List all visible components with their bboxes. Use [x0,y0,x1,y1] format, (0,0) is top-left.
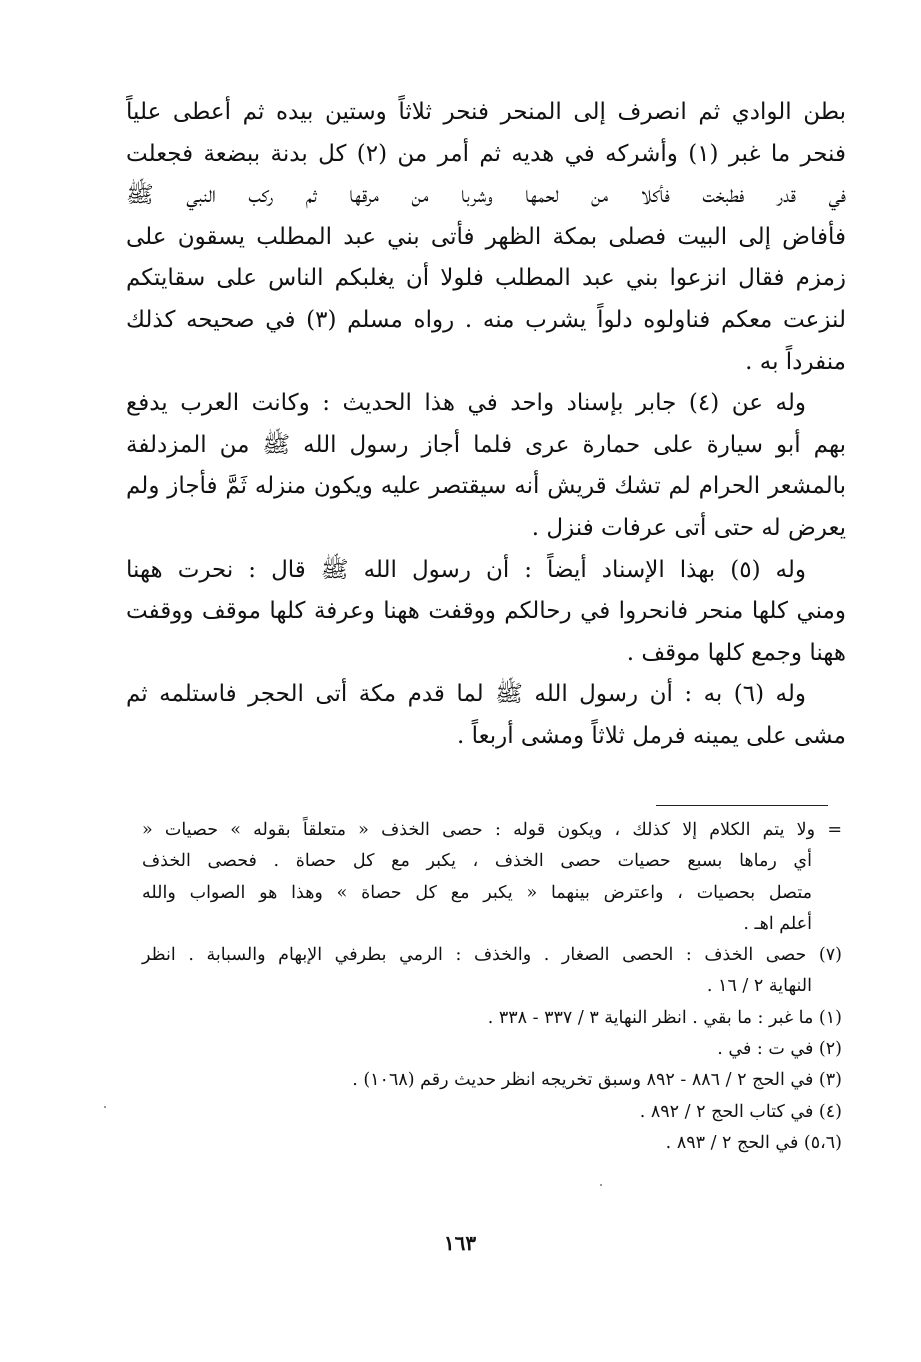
text-line: فنحر ما غبر (١) وأشركه في هديه ثم أمر من (٢) كل بدنة ببضعة فجعلت [126,140,846,167]
main-text-block [126,92,846,758]
footnote-line: (٤) في كتاب الحج ٢ / ٨٩٢ . [639,1101,842,1122]
footnotes-block [142,815,842,1159]
footnote-line: (٧) حصى الخذف : الحصى الصغار . والخذف : الرمي بطرفي الإبهام والسبابة . انظر [142,945,842,966]
text-line: وله عن (٤) جابر بإسناد واحد في هذا الحديث : وكانت العرب يدفع [126,390,806,417]
text-line: في قدر فطبخت فأكلا من لحمها وشربا من مرقها ثم ركب النبي ﷺ [126,182,846,209]
footnote-line: أعلم اهـ . [743,913,812,934]
text-line: ومني كلها منحر فانحروا في رحالكم ووقفت ههنا وعرفة كلها موقف ووقفت [126,598,846,625]
footnote-line: (١) ما غبر : ما بقي . انظر النهاية ٣ / ٣٣٧ - ٣٣٨ . [487,1007,842,1028]
footnote-line: (٢) في ت : في . [717,1039,842,1060]
text-line: زمزم فقال انزعوا بني عبد المطلب فلولا أن يغلبكم الناس على سقايتكم [126,265,846,292]
text-line: وله (٥) بهذا الإسناد أيضاً : أن رسول الله ﷺ قال : نحرت ههنا [126,556,806,583]
footnote-line: متصل بحصيات ، واعترض بينهما « يكبر مع كل حصاة » وهذا هو الصواب والله [142,882,812,903]
text-line: بطن الوادي ثم انصرف إلى المنحر فنحر ثلاثاً وستين بيده ثم أعطى علياً [126,99,846,125]
text-line: يعرض له حتى أتى عرفات فنزل . [531,514,846,541]
text-line: فأفاض إلى البيت فصلى بمكة الظهر فأتى بني عبد المطلب يسقون على [126,223,846,250]
text-line: مشى على يمينه فرمل ثلاثاً ومشى أربعاً . [457,722,846,749]
footnote-line: النهاية ٢ / ١٦ . [706,976,812,997]
footnote-line: = ولا يتم الكلام إلا كذلك ، ويكون قوله : حصى الخذف « متعلقاً بقوله » حصيات « [142,820,842,840]
footnote-line: (٣) في الحج ٢ / ٨٨٦ - ٨٩٢ وسبق تخريجه انظر حديث رقم (١٠٦٨) . [352,1070,842,1091]
text-line: بالمشعر الحرام لم تشك قريش أنه سيقتصر عليه ويكون منزله ثَمَّ فأجاز ولم [126,473,846,500]
page-number: ١٦٣ [443,1231,477,1255]
text-line: ههنا وجمع كلها موقف . [626,639,846,666]
footnote-divider [656,805,828,806]
text-line: لنزعت معكم فناولوه دلواً يشرب منه . رواه مسلم (٣) في صحيحه كذلك [126,306,847,333]
text-line: بهم أبو سيارة على حمارة عرى فلما أجاز رسول الله ﷺ من المزدلفة [126,431,846,458]
scan-speck [600,1184,602,1186]
text-line: وله (٦) به : أن رسول الله ﷺ لما قدم مكة أتى الحجر فاستلمه ثم [126,681,806,708]
footnote-line: (٥،٦) في الحج ٢ / ٨٩٣ . [665,1132,842,1153]
scan-speck [104,1106,106,1108]
text-line: منفرداً به . [745,348,846,375]
footnote-line: أي رماها بسبع حصيات حصى الخذف ، يكبر مع كل حصاة . فحصى الخذف [142,851,812,872]
